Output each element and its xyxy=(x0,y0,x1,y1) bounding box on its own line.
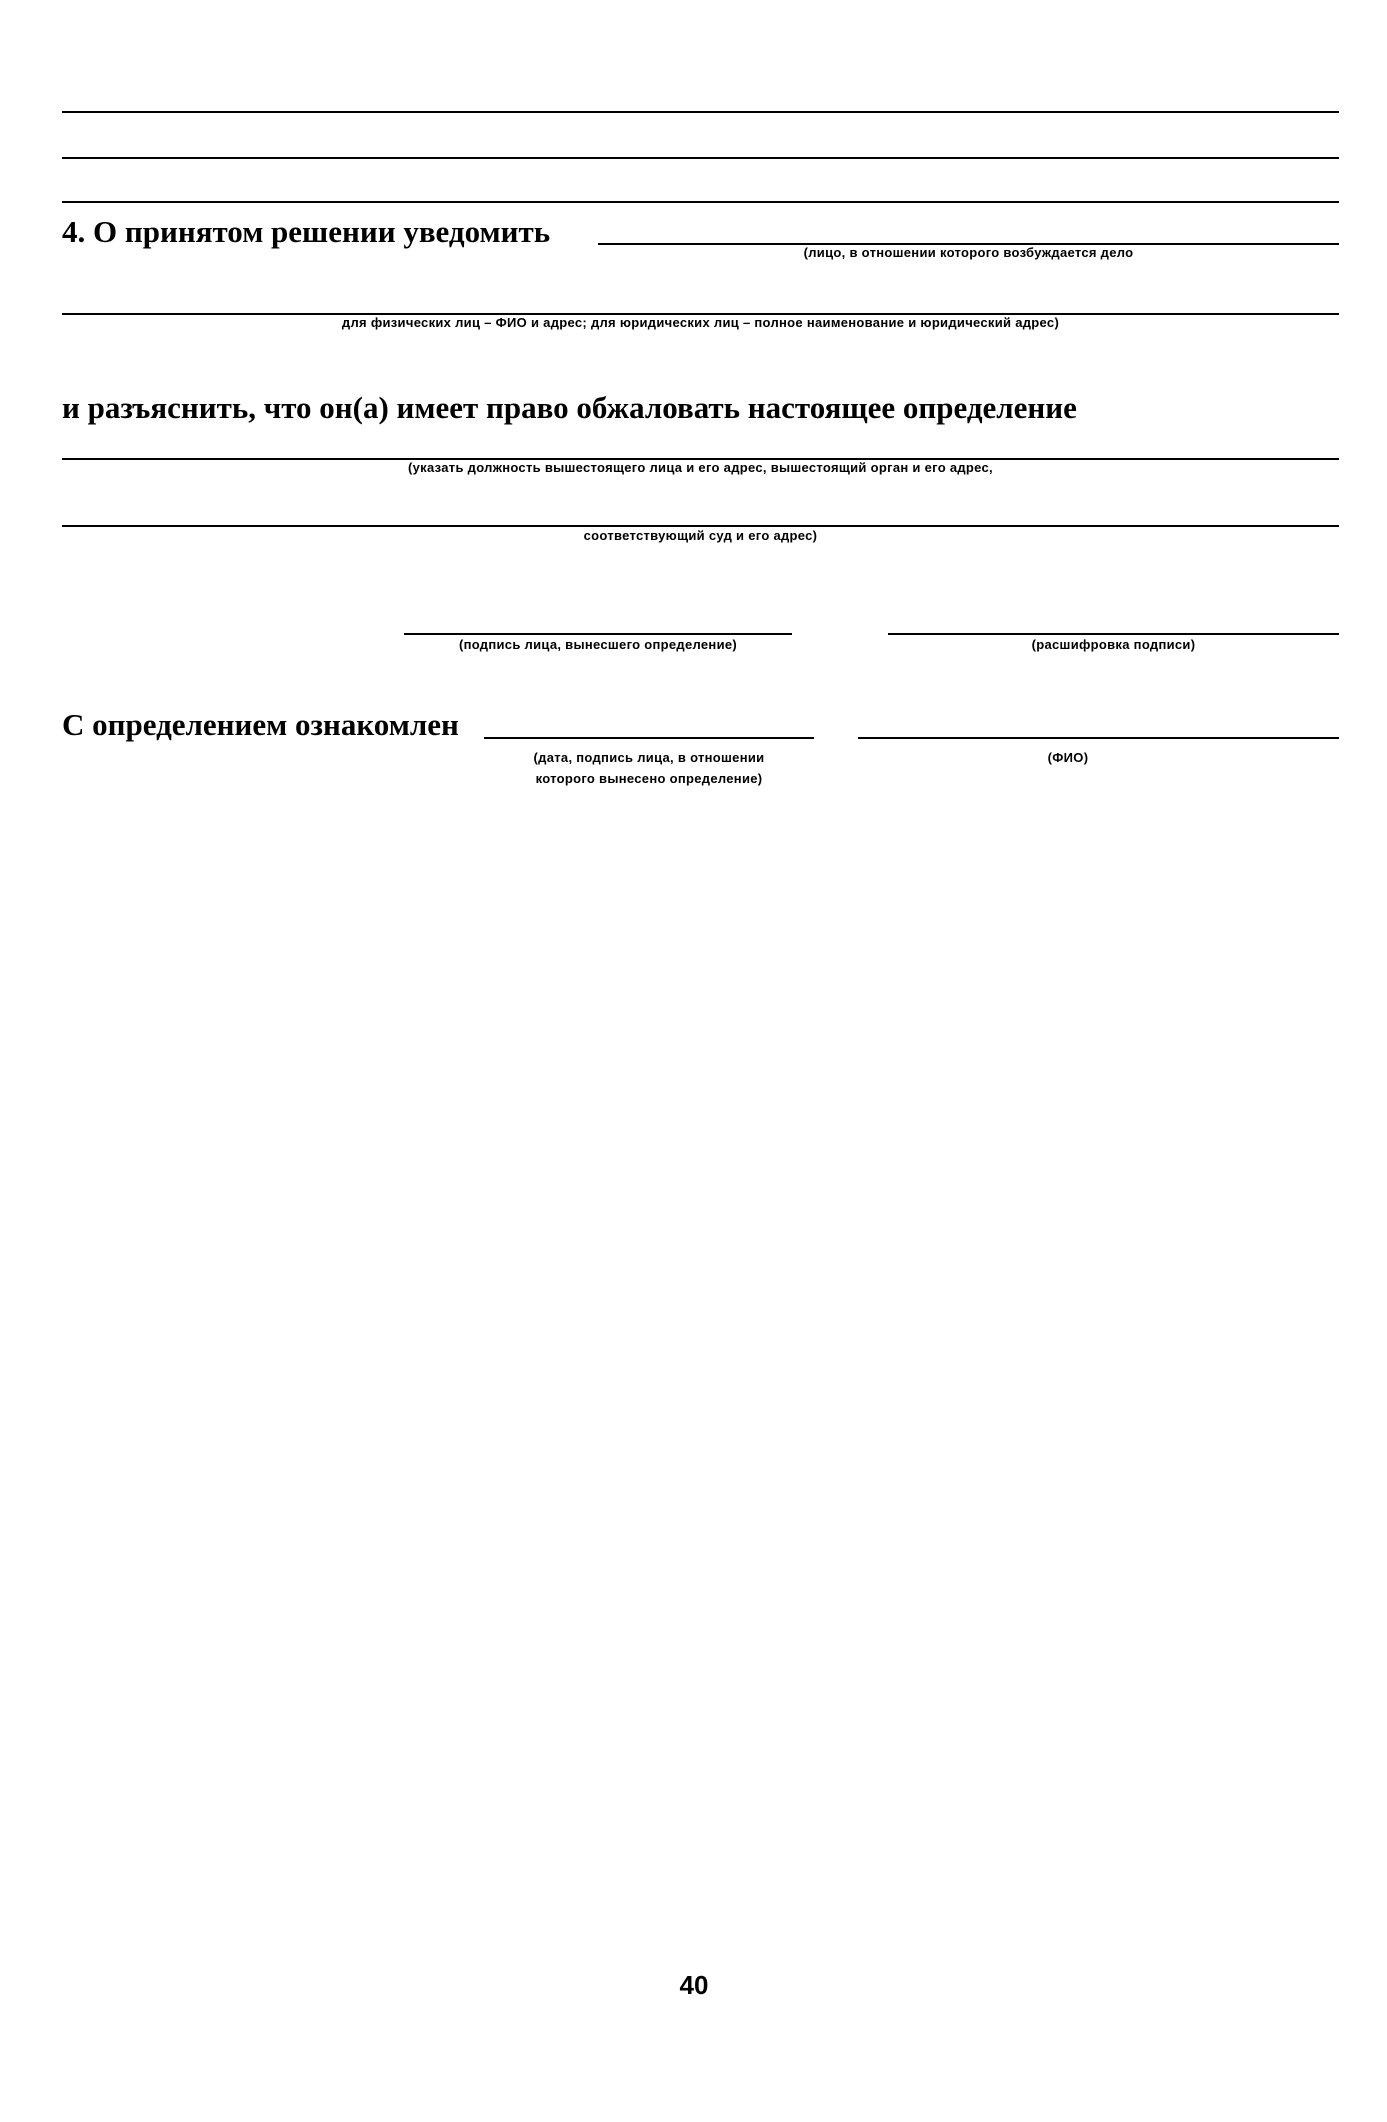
appeal-heading: и разъяснить, что он(а) имеет право обжаловать настоящее определение xyxy=(62,390,1077,425)
acknowledged-heading: С определением ознакомлен xyxy=(62,707,459,742)
blank-line-1 xyxy=(62,111,1339,113)
appeal-caption-2: соответствующий суд и его адрес) xyxy=(583,528,818,543)
blank-line-2 xyxy=(62,157,1339,159)
ack-caption-sign-1: (дата, подпись лица, в отношении xyxy=(533,750,765,765)
ack-caption-fio: (ФИО) xyxy=(1047,750,1089,765)
ack-fio-line xyxy=(858,737,1339,739)
caption-person: (лицо, в отношении которого возбуждается дело xyxy=(803,245,1134,260)
page-number: 40 xyxy=(679,1970,709,2000)
decoding-line xyxy=(888,633,1339,635)
caption-signature: (подпись лица, вынесшего определение) xyxy=(458,637,738,652)
ack-caption-sign-2: которого вынесено определение) xyxy=(535,771,763,786)
section-4-heading: 4. О принятом решении уведомить xyxy=(62,214,551,249)
appeal-line-2 xyxy=(62,525,1339,527)
caption-person-details: для физических лиц – ФИО и адрес; для юридических лиц – полное наименование и юридический адрес) xyxy=(341,315,1060,330)
ack-sign-line xyxy=(484,737,814,739)
signature-line xyxy=(404,633,792,635)
appeal-caption-1: (указать должность вышестоящего лица и его адрес, вышестоящий орган и его адрес, xyxy=(408,460,993,475)
caption-decoding: (расшифровка подписи) xyxy=(1031,637,1196,652)
blank-line-3 xyxy=(62,201,1339,203)
